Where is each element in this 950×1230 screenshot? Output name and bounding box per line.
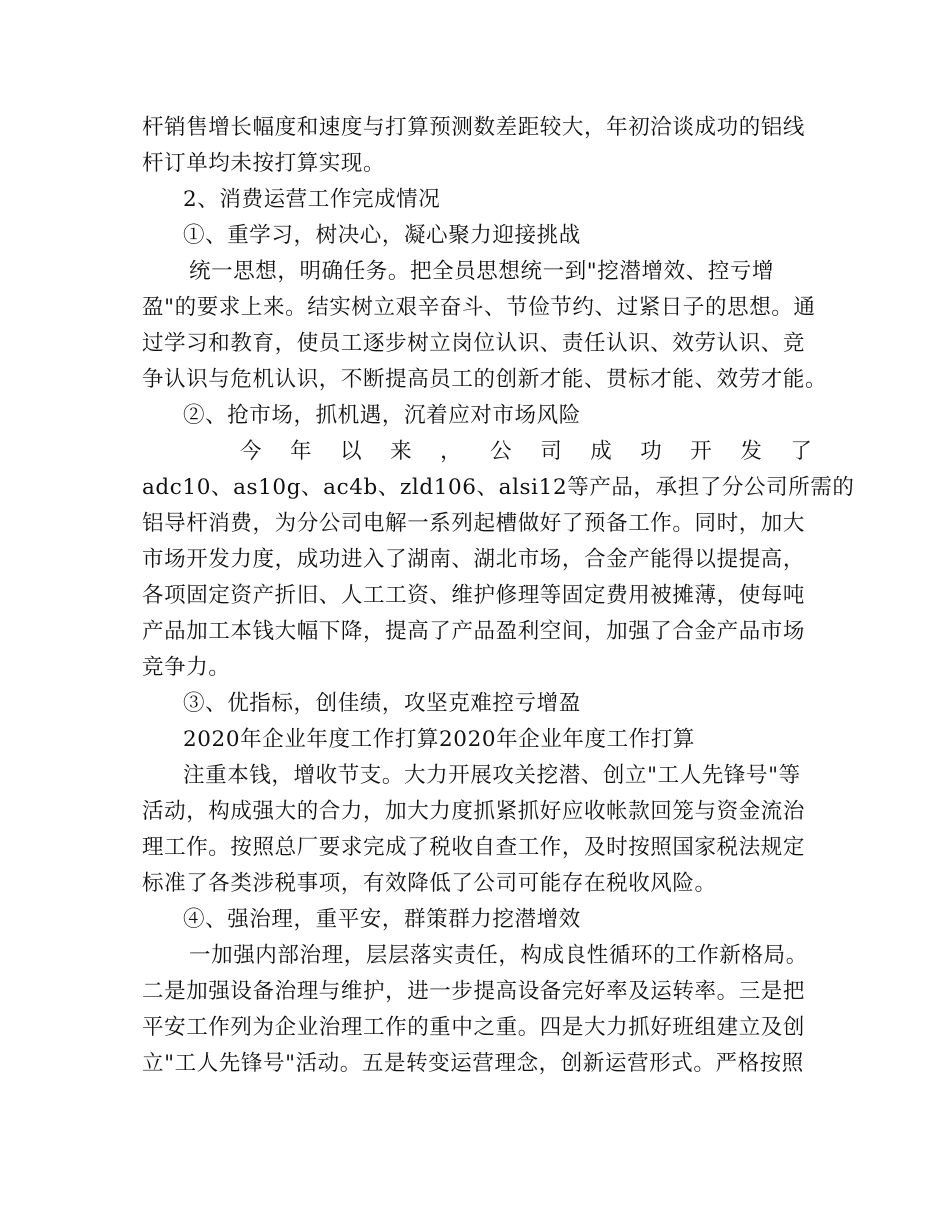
subsection-heading: ①、重学习，树决心，凝心聚力迎接挑战 <box>183 223 581 248</box>
section-heading: 2、消费运营工作完成情况 <box>183 187 441 212</box>
text-line: 杆订单均未按打算实现。 <box>142 151 386 176</box>
spread-char: 开 <box>690 439 712 464</box>
spread-char: 年 <box>290 439 312 464</box>
text-line: 竞争力。 <box>142 655 231 680</box>
spread-char: 司 <box>540 439 562 464</box>
text-line: 标准了各类涉税事项，有效降低了公司可能存在税收风险。 <box>142 871 717 896</box>
spread-char: 功 <box>640 439 662 464</box>
spread-char: 了 <box>790 439 812 464</box>
text-line: 立"工人先锋号"活动。五是转变运营理念，创新运营形式。严格按照 <box>142 1051 804 1076</box>
spread-char: 公 <box>490 439 512 464</box>
text-line: 杆销售增长幅度和速度与打算预测数差距较大，年初洽谈成功的铝线 <box>142 115 806 140</box>
text-line: 二是加强设备治理与维护，进一步提高设备完好率及运转率。三是把 <box>142 979 806 1004</box>
text-line: adc10、as10g、ac4b、zld106、alsi12等产品，承担了分公司所需的 <box>142 475 855 500</box>
spread-char: 以 <box>340 439 362 464</box>
subsection-heading: ④、强治理，重平安，群策群力挖潜增效 <box>183 907 581 932</box>
spread-char: 发 <box>740 439 762 464</box>
text-line: 统一思想，明确任务。把全员思想统一到"挖潜增效、控亏增 <box>189 259 775 284</box>
text-line: 注重本钱，增收节支。大力开展攻关挖潜、创立"工人先锋号"等 <box>183 763 801 788</box>
text-line: 一加强内部治理，层层落实责任，构成良性循环的工作新格局。 <box>189 943 808 968</box>
text-line: 争认识与危机认识，不断提高员工的创新才能、贯标才能、效劳才能。 <box>142 367 828 392</box>
text-line: 市场开发力度，成功进入了湖南、湖北市场，合金产能得以提提高， <box>142 547 806 572</box>
text-line: 盈"的要求上来。结实树立艰辛奋斗、节俭节约、过紧日子的思想。通 <box>142 295 816 320</box>
spread-char: 成 <box>590 439 612 464</box>
text-line: 2020年企业年度工作打算2020年企业年度工作打算 <box>183 727 696 752</box>
text-line: 理工作。按照总厂要求完成了税收自查工作，及时按照国家税法规定 <box>142 835 806 860</box>
spread-text-line <box>240 434 812 470</box>
spread-char: 今 <box>240 439 262 464</box>
subsection-heading: ②、抢市场，抓机遇，沉着应对市场风险 <box>183 403 581 428</box>
spread-char: 来 <box>390 439 412 464</box>
subsection-heading: ③、优指标，创佳绩，攻坚克难控亏增盈 <box>183 691 581 716</box>
text-line: 过学习和教育，使员工逐步树立岗位认识、责任认识、效劳认识、竞 <box>142 331 806 356</box>
text-line: 平安工作列为企业治理工作的重中之重。四是大力抓好班组建立及创 <box>142 1015 806 1040</box>
text-line: 铝导杆消费，为分公司电解一系列起槽做好了预备工作。同时，加大 <box>142 511 806 536</box>
spread-char: ， <box>440 439 462 464</box>
text-line: 各项固定资产折旧、人工工资、维护修理等固定费用被摊薄，使每吨 <box>142 583 806 608</box>
text-line: 活动，构成强大的合力，加大力度抓紧抓好应收帐款回笼与资金流治 <box>142 799 806 824</box>
text-line: 产品加工本钱大幅下降，提高了产品盈利空间，加强了合金产品市场 <box>142 619 806 644</box>
